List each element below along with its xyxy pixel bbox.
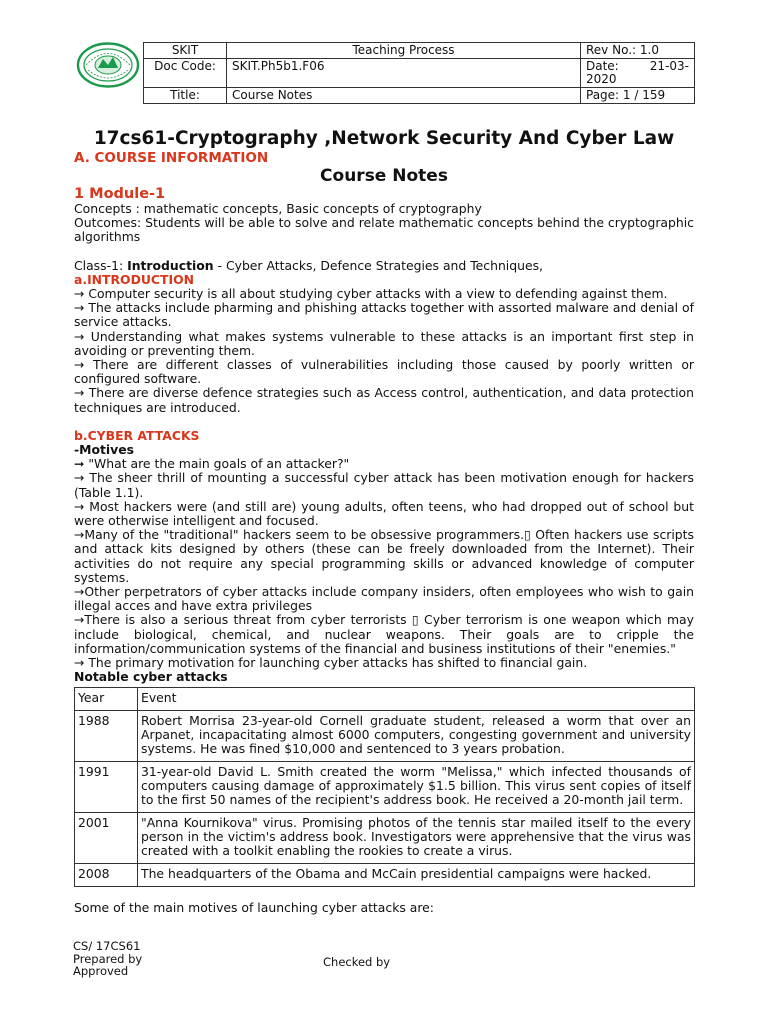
- doc-header-table: [143, 42, 695, 104]
- year-cell: 2008: [75, 863, 138, 886]
- year-cell: 1988: [75, 710, 138, 761]
- table-row: [75, 863, 695, 886]
- intro-point: → The attacks include pharming and phishing attacks together with assorted malware and denial of service attacks.: [74, 300, 694, 330]
- table-row: [75, 812, 695, 863]
- doc-code-label: Doc Code:: [144, 59, 227, 88]
- motive-point: →Other perpetrators of cyber attacks include company insiders, often employees who wish to gain illegal acces and have extra privileges: [74, 584, 694, 614]
- document-title: 17cs61-Cryptography ,Network Security And Cyber Law: [93, 128, 675, 149]
- event-cell: The headquarters of the Obama and McCain presidential campaigns were hacked.: [138, 863, 695, 886]
- class-prefix: Class-1:: [74, 257, 128, 273]
- footer-checked-by: Checked by: [323, 955, 391, 969]
- date-value: 21-03-: [649, 59, 689, 73]
- section-course-information: A. COURSE INFORMATION: [74, 150, 269, 166]
- column-header-year: Year: [75, 687, 138, 710]
- intro-point: → There are diverse defence strategies such as Access control, authentication, and data protection techniques are introduced.: [74, 385, 694, 415]
- event-cell: "Anna Kournikova" virus. Promising photos of the tennis star mailed itself to the every person in the victim's address book. Investigators were apprehensive that the virus was created with a toolkit enabling the rookies to create a virus.: [138, 812, 695, 863]
- module-heading: 1 Module-1: [74, 186, 166, 202]
- org-cell: SKIT: [144, 43, 227, 59]
- page-number: Page: 1 / 159: [581, 88, 695, 104]
- intro-point: → Understanding what makes systems vulnerable to these attacks is an important first step in avoiding or preventing them.: [74, 328, 694, 358]
- title-label: Title:: [144, 88, 227, 104]
- table-row: [75, 761, 695, 812]
- date-cell: [581, 59, 695, 88]
- date-label: Date:: [586, 59, 619, 73]
- motive-point: ➞ "What are the main goals of an attacker?": [74, 456, 350, 472]
- year-cell: 2001: [75, 812, 138, 863]
- rev-cell: Rev No.: 1.0: [581, 43, 695, 59]
- process-cell: Teaching Process: [227, 43, 581, 59]
- concepts-line: Concepts : mathematic concepts, Basic concepts of cryptography: [74, 201, 482, 216]
- table-row: [75, 710, 695, 761]
- motive-point: → Most hackers were (and still are) young adults, often teens, who had dropped out of school but were otherwise intelligent and focused.: [74, 498, 694, 529]
- footer-prepared-by: Prepared by: [73, 951, 143, 966]
- cyber-attacks-table: [74, 687, 695, 887]
- motive-point: → The sheer thrill of mounting a successful cyber attack has been motivation enough for hackers (Table 1.1).: [74, 470, 694, 500]
- motive-point: → The primary motivation for launching cyber attacks has shifted to financial gain.: [74, 655, 588, 671]
- cyber-attacks-heading: b.CYBER ATTACKS: [74, 427, 200, 443]
- class-topic: Introduction: [127, 257, 214, 273]
- closing-line: Some of the main motives of launching cyber attacks are:: [74, 899, 434, 915]
- doc-code-value: SKIT.Ph5b1.F06: [227, 59, 581, 88]
- course-notes-heading: Course Notes: [320, 166, 448, 186]
- table-title: Notable cyber attacks: [74, 669, 228, 685]
- document-body: [74, 150, 694, 915]
- column-header-event: Event: [138, 687, 695, 710]
- motives-heading: -Motives: [74, 442, 135, 458]
- outcomes-paragraph: Outcomes: Students will be able to solve and relate mathematic concepts behind the cryptographic algorithms: [74, 215, 694, 245]
- table-header-row: [75, 687, 695, 710]
- footer-course-code: CS/ 17CS61: [73, 939, 141, 953]
- year-cell: 1991: [75, 761, 138, 812]
- event-cell: 31-year-old David L. Smith created the worm "Melissa," which infected thousands of computers causing damage of approximately $1.5 billion. This virus sent copies of itself to the first 50 names of the recipient's address book. He received a 20-month jail term.: [138, 761, 695, 812]
- footer-approved: Approved: [73, 964, 129, 978]
- title-value: Course Notes: [227, 88, 581, 104]
- date-year: 2020: [586, 72, 617, 86]
- institute-logo-icon: [76, 42, 140, 88]
- motive-point: →There is also a serious threat from cyber terrorists ▯ Cyber terrorism is one weapon which may include biological, chemical, and nuclear weapons. Their goals are to cripple the information/communication systems of the financial and business institutions of their "enemies.": [74, 612, 694, 656]
- page-footer: [73, 940, 473, 978]
- class-suffix: - Cyber Attacks, Defence Strategies and Techniques,: [213, 257, 543, 273]
- event-cell: Robert Morrisa 23-year-old Cornell graduate student, released a worm that over an Arpanet, incapacitating almost 6000 computers, congesting government and university systems. He was fined $10,000 and sentenced to 3 years probation.: [138, 710, 695, 761]
- introduction-heading: a.INTRODUCTION: [74, 271, 194, 287]
- intro-point: → Computer security is all about studying cyber attacks with a view to defending against them.: [74, 286, 668, 302]
- class-line: [74, 259, 694, 273]
- intro-point: → There are different classes of vulnerabilities including those caused by poorly written or configured software.: [74, 357, 694, 387]
- motive-point: →Many of the "traditional" hackers seem to be obsessive programmers.▯ Often hackers use scripts and attack kits designed by others (these can be freely downloaded from the Internet). Their activities do not require any special programming skills or advanced knowledge of computer systems.: [74, 527, 694, 585]
